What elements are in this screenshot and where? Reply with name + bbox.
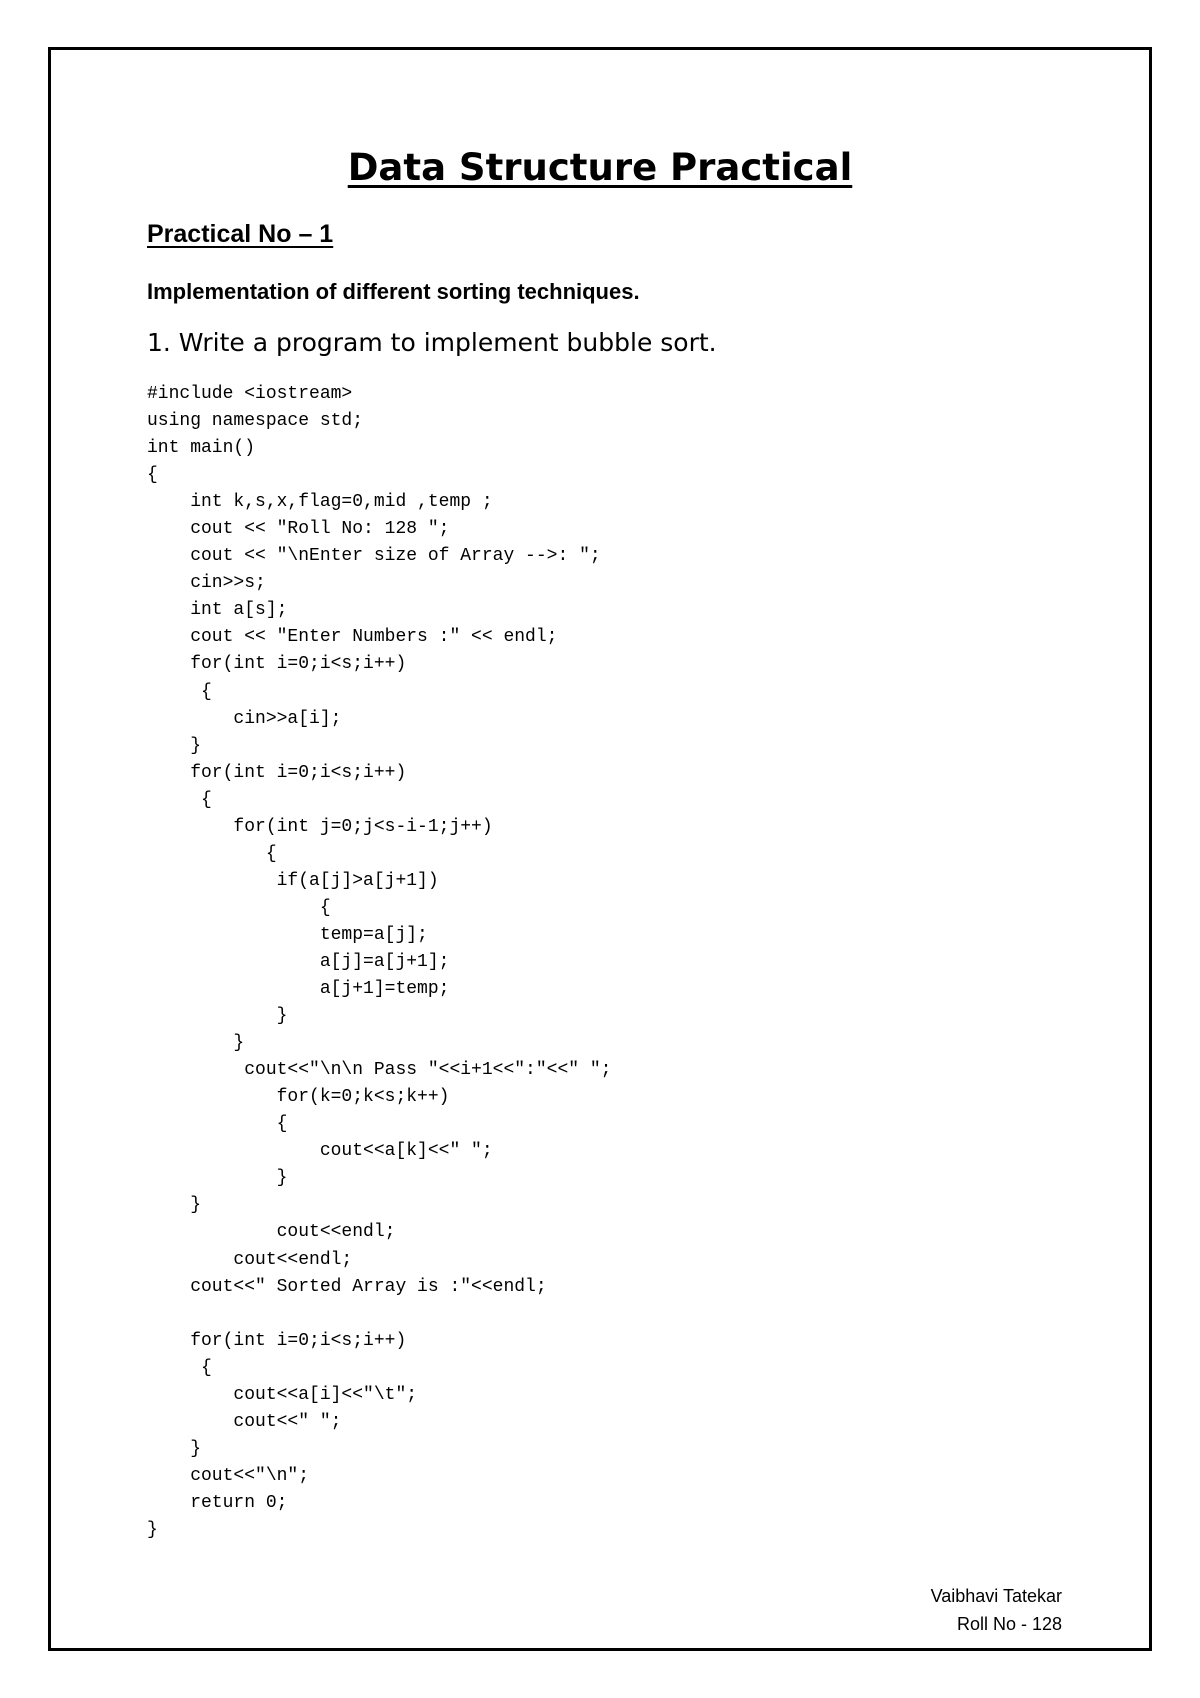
- code-line: }: [147, 1519, 158, 1540]
- code-line: cin>>a[i];: [147, 708, 342, 729]
- code-line: a[j]=a[j+1];: [147, 951, 450, 972]
- code-line: {: [147, 843, 277, 864]
- question-text: 1. Write a program to implement bubble sort.: [147, 328, 717, 357]
- code-line: }: [147, 1168, 288, 1189]
- code-line: {: [147, 1114, 288, 1135]
- code-line: cout<<"\n";: [147, 1465, 310, 1486]
- code-line: a[j+1]=temp;: [147, 979, 450, 1000]
- practical-number-heading: Practical No – 1: [147, 220, 334, 248]
- code-line: return 0;: [147, 1492, 288, 1513]
- code-line: cout << "Roll No: 128 ";: [147, 519, 450, 540]
- author-name: Vaibhavi Tatekar: [930, 1586, 1062, 1606]
- code-line: temp=a[j];: [147, 924, 428, 945]
- code-line: int a[s];: [147, 600, 288, 621]
- code-line: int k,s,x,flag=0,mid ,temp ;: [147, 492, 493, 513]
- code-line: int main(): [147, 438, 256, 459]
- code-line: cout<<"\n\n Pass "<<i+1<<":"<<" ";: [147, 1060, 612, 1081]
- code-line: [147, 1301, 611, 1328]
- code-line: #include <iostream>: [147, 384, 353, 404]
- document-title: Data Structure Practical: [347, 146, 853, 189]
- code-line: {: [147, 1357, 212, 1378]
- code-line: cout<<endl;: [147, 1222, 396, 1243]
- code-line: for(k=0;k<s;k++): [147, 1087, 450, 1108]
- code-line: {: [147, 789, 212, 810]
- code-line: }: [147, 1006, 288, 1027]
- code-line: cout<<endl;: [147, 1249, 353, 1270]
- code-line: for(int i=0;i<s;i++): [147, 762, 407, 783]
- code-line: }: [147, 1438, 202, 1459]
- code-line: {: [147, 465, 158, 486]
- code-line: cout << "\nEnter size of Array -->: ";: [147, 546, 601, 567]
- code-line: cout<<a[k]<<" ";: [147, 1141, 493, 1162]
- code-line: cout<<a[i]<<"\t";: [147, 1384, 418, 1405]
- code-line: if(a[j]>a[j+1]): [147, 870, 439, 891]
- footer-roll-number: Roll No - 128: [956, 1614, 1062, 1634]
- code-line: for(int i=0;i<s;i++): [147, 1330, 407, 1351]
- code-line: for(int i=0;i<s;i++): [147, 654, 407, 675]
- code-line: for(int j=0;j<s-i-1;j++): [147, 816, 493, 837]
- code-line: }: [147, 1033, 245, 1054]
- code-listing: [147, 381, 611, 1544]
- code-line: cout<<" ";: [147, 1411, 342, 1432]
- code-line: {: [147, 897, 331, 918]
- code-line: cout<<" Sorted Array is :"<<endl;: [147, 1276, 547, 1297]
- code-line: }: [147, 1195, 202, 1216]
- code-line: using namespace std;: [147, 411, 364, 432]
- practical-aim: Implementation of different sorting techniques.: [147, 279, 640, 304]
- code-line: }: [147, 735, 202, 756]
- footer-signature: [931, 1582, 1062, 1638]
- code-line: cout << "Enter Numbers :" << endl;: [147, 627, 558, 648]
- code-line: cin>>s;: [147, 573, 266, 594]
- code-line: {: [147, 681, 212, 702]
